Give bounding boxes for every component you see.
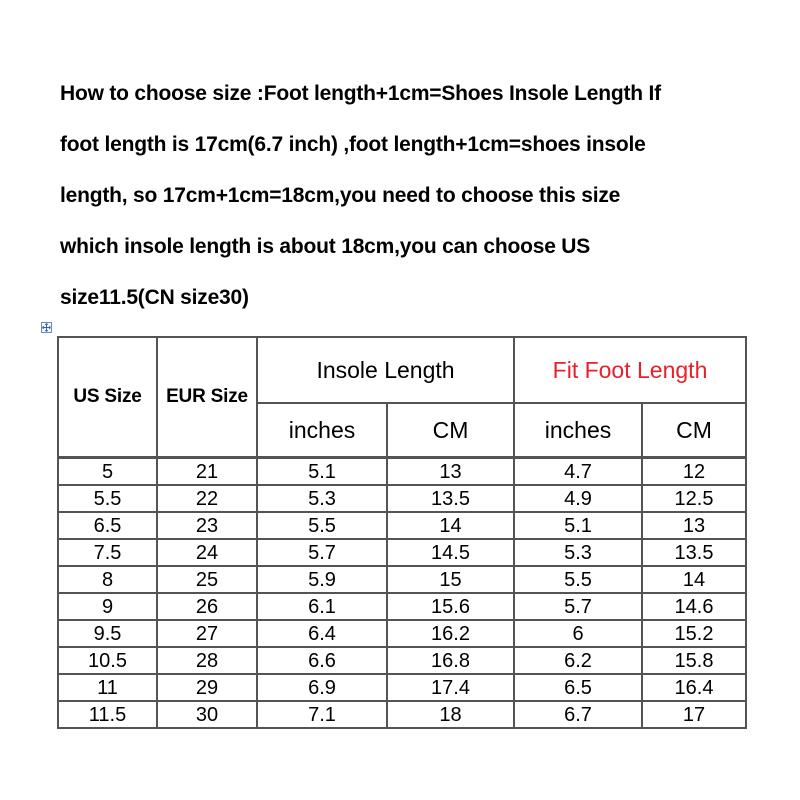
table-row (58, 512, 746, 539)
cell-insole-cm: 17.4 (387, 674, 514, 701)
instruction-line: foot length is 17cm(6.7 inch) ,foot length+1cm=shoes insole (60, 133, 646, 156)
table-row (58, 485, 746, 512)
header-fit-inches: inches (514, 403, 642, 458)
header-insole-inches: inches (257, 403, 387, 458)
table-row (58, 647, 746, 674)
cell-insole-inches: 5.9 (257, 566, 387, 593)
cell-us-size: 9.5 (58, 620, 157, 647)
table-row (58, 539, 746, 566)
move-arrows-icon[interactable] (41, 322, 52, 333)
cell-us-size: 11.5 (58, 701, 157, 728)
cell-insole-inches: 5.5 (257, 512, 387, 539)
header-fit-foot-length: Fit Foot Length (514, 337, 746, 403)
header-eur-size: EUR Size (157, 337, 257, 458)
cell-fit-inches: 6.5 (514, 674, 642, 701)
cell-insole-inches: 6.9 (257, 674, 387, 701)
table-row (58, 458, 746, 486)
cell-insole-inches: 5.3 (257, 485, 387, 512)
cell-fit-inches: 4.7 (514, 458, 642, 486)
table-row (58, 674, 746, 701)
cell-insole-inches: 6.4 (257, 620, 387, 647)
cell-fit-inches: 6 (514, 620, 642, 647)
cell-us-size: 10.5 (58, 647, 157, 674)
header-fit-cm: CM (642, 403, 746, 458)
cell-insole-cm: 15 (387, 566, 514, 593)
instruction-line: How to choose size :Foot length+1cm=Shoes Insole Length If (60, 82, 661, 105)
cell-us-size: 5.5 (58, 485, 157, 512)
header-us-size: US Size (58, 337, 157, 458)
size-chart-table (57, 336, 747, 729)
cell-insole-cm: 14.5 (387, 539, 514, 566)
cell-us-size: 6.5 (58, 512, 157, 539)
cell-eur-size: 22 (157, 485, 257, 512)
cell-eur-size: 24 (157, 539, 257, 566)
cell-insole-inches: 5.7 (257, 539, 387, 566)
instruction-line: which insole length is about 18cm,you can choose US (60, 235, 591, 258)
cell-eur-size: 21 (157, 458, 257, 486)
size-instructions (60, 68, 760, 323)
cell-insole-inches: 5.1 (257, 458, 387, 486)
cell-fit-inches: 4.9 (514, 485, 642, 512)
cell-fit-cm: 13 (642, 512, 746, 539)
cell-insole-inches: 6.6 (257, 647, 387, 674)
cell-insole-cm: 16.2 (387, 620, 514, 647)
cell-fit-inches: 6.2 (514, 647, 642, 674)
move-arrows-glyph (42, 323, 51, 332)
cell-insole-cm: 15.6 (387, 593, 514, 620)
cell-fit-cm: 14.6 (642, 593, 746, 620)
cell-eur-size: 30 (157, 701, 257, 728)
cell-us-size: 5 (58, 458, 157, 486)
table-row (58, 566, 746, 593)
cell-eur-size: 27 (157, 620, 257, 647)
cell-fit-inches: 5.1 (514, 512, 642, 539)
cell-eur-size: 29 (157, 674, 257, 701)
table-row (58, 701, 746, 728)
cell-insole-inches: 6.1 (257, 593, 387, 620)
instruction-line: length, so 17cm+1cm=18cm,you need to choose this size (60, 184, 621, 207)
table-row (58, 620, 746, 647)
cell-fit-cm: 14 (642, 566, 746, 593)
cell-eur-size: 23 (157, 512, 257, 539)
cell-fit-cm: 13.5 (642, 539, 746, 566)
table-row (58, 593, 746, 620)
header-insole-cm: CM (387, 403, 514, 458)
cell-us-size: 8 (58, 566, 157, 593)
cell-fit-inches: 5.7 (514, 593, 642, 620)
cell-us-size: 7.5 (58, 539, 157, 566)
cell-insole-cm: 13 (387, 458, 514, 486)
cell-eur-size: 25 (157, 566, 257, 593)
cell-insole-cm: 13.5 (387, 485, 514, 512)
instruction-line: size11.5(CN size30) (60, 286, 249, 309)
cell-insole-inches: 7.1 (257, 701, 387, 728)
cell-us-size: 9 (58, 593, 157, 620)
cell-fit-cm: 17 (642, 701, 746, 728)
cell-eur-size: 28 (157, 647, 257, 674)
cell-fit-cm: 16.4 (642, 674, 746, 701)
cell-fit-cm: 15.8 (642, 647, 746, 674)
cell-fit-cm: 12.5 (642, 485, 746, 512)
cell-eur-size: 26 (157, 593, 257, 620)
cell-insole-cm: 16.8 (387, 647, 514, 674)
cell-fit-inches: 6.7 (514, 701, 642, 728)
cell-insole-cm: 14 (387, 512, 514, 539)
cell-fit-cm: 15.2 (642, 620, 746, 647)
cell-fit-inches: 5.5 (514, 566, 642, 593)
cell-us-size: 11 (58, 674, 157, 701)
cell-insole-cm: 18 (387, 701, 514, 728)
cell-fit-cm: 12 (642, 458, 746, 486)
cell-fit-inches: 5.3 (514, 539, 642, 566)
header-insole-length: Insole Length (257, 337, 514, 403)
